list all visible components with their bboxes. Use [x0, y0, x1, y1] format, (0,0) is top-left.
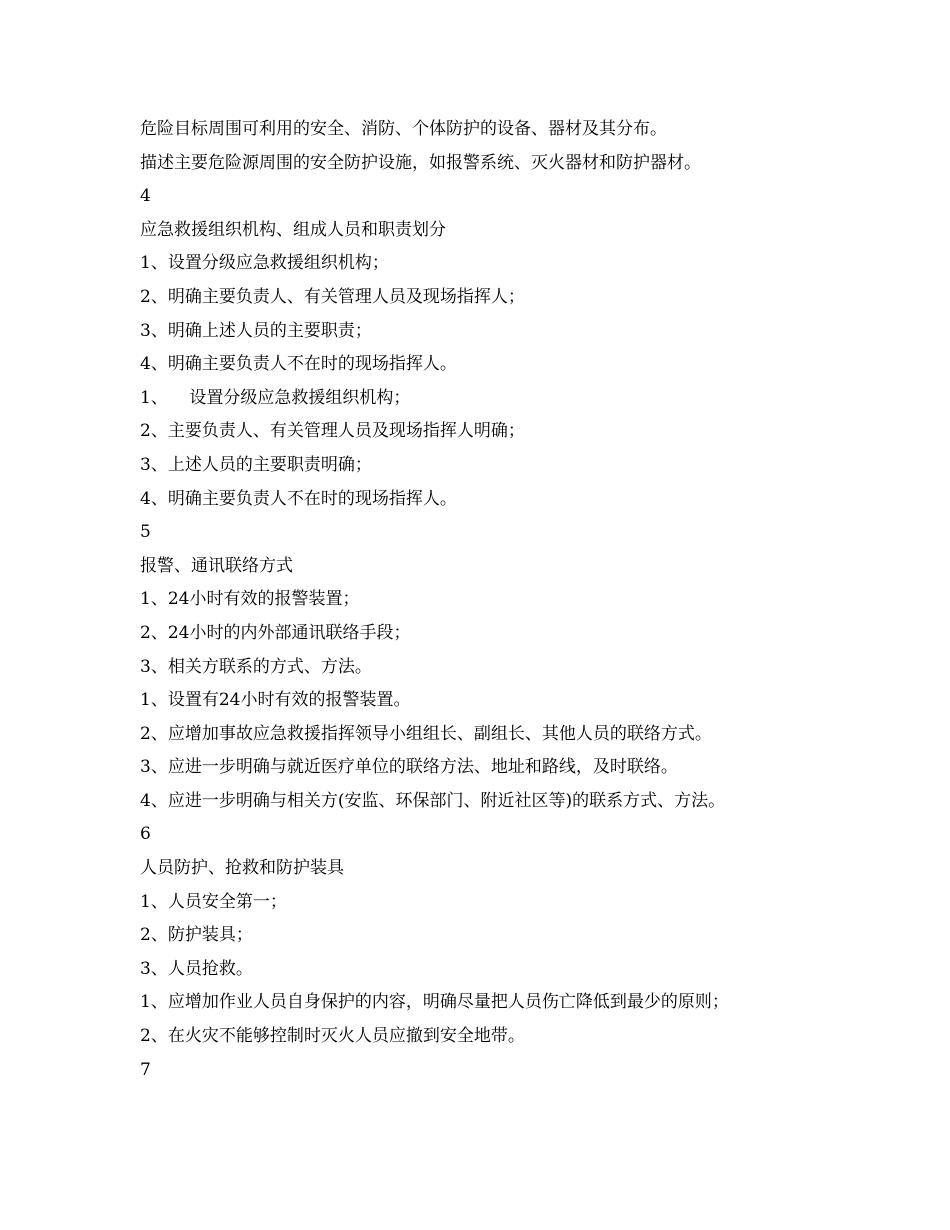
section-number: 5 [140, 522, 151, 543]
list-item: 3、明确上述人员的主要职责； [140, 320, 372, 341]
list-item: 1、人员安全第一； [140, 891, 287, 912]
list-item: 2、明确主要负责人、有关管理人员及现场指挥人； [140, 286, 525, 307]
section-number: 6 [140, 824, 151, 845]
section-number: 7 [140, 1059, 151, 1080]
document-body [140, 113, 920, 1087]
list-item: 3、人员抢救。 [140, 958, 253, 979]
list-item: 1、设置分级应急救援组织机构； [140, 253, 389, 274]
list-item: 2、应增加事故应急救援指挥领导小组组长、副组长、其他人员的联络方式。 [140, 723, 712, 744]
section-heading: 应急救援组织机构、组成人员和职责划分 [140, 219, 446, 240]
list-item: 1、设置有24小时有效的报警装置。 [140, 690, 411, 711]
list-item: 4、应进一步明确与相关方(安监、环保部门、附近社区等)的联系方式、方法。 [140, 790, 726, 811]
section-heading: 报警、通讯联络方式 [140, 555, 293, 576]
list-item: 1、 设置分级应急救援组织机构； [140, 387, 411, 408]
text-line: 描述主要危险源周围的安全防护设施，如报警系统、灭火器材和防护器材。 [140, 152, 701, 173]
list-item: 3、上述人员的主要职责明确； [140, 454, 372, 475]
list-item: 2、24小时的内外部通讯联络手段； [140, 622, 411, 643]
text-line: 危险目标周围可利用的安全、消防、个体防护的设备、器材及其分布。 [140, 119, 667, 139]
list-item: 1、24小时有效的报警装置； [140, 589, 360, 610]
list-item: 4、明确主要负责人不在时的现场指挥人。 [140, 488, 457, 509]
list-item: 2、防护装具； [140, 925, 253, 946]
list-item: 4、明确主要负责人不在时的现场指挥人。 [140, 354, 457, 375]
list-item: 3、相关方联系的方式、方法。 [140, 656, 372, 677]
list-item: 2、在火灾不能够控制时灭火人员应撤到安全地带。 [140, 1026, 525, 1047]
list-item: 1、应增加作业人员自身保护的内容，明确尽量把人员伤亡降低到最少的原则； [140, 992, 729, 1013]
list-item: 3、应进一步明确与就近医疗单位的联络方法、地址和路线，及时联络。 [140, 757, 678, 778]
section-heading: 人员防护、抢救和防护装具 [140, 858, 344, 879]
list-item: 2、主要负责人、有关管理人员及现场指挥人明确； [140, 421, 525, 442]
section-number: 4 [140, 186, 151, 207]
